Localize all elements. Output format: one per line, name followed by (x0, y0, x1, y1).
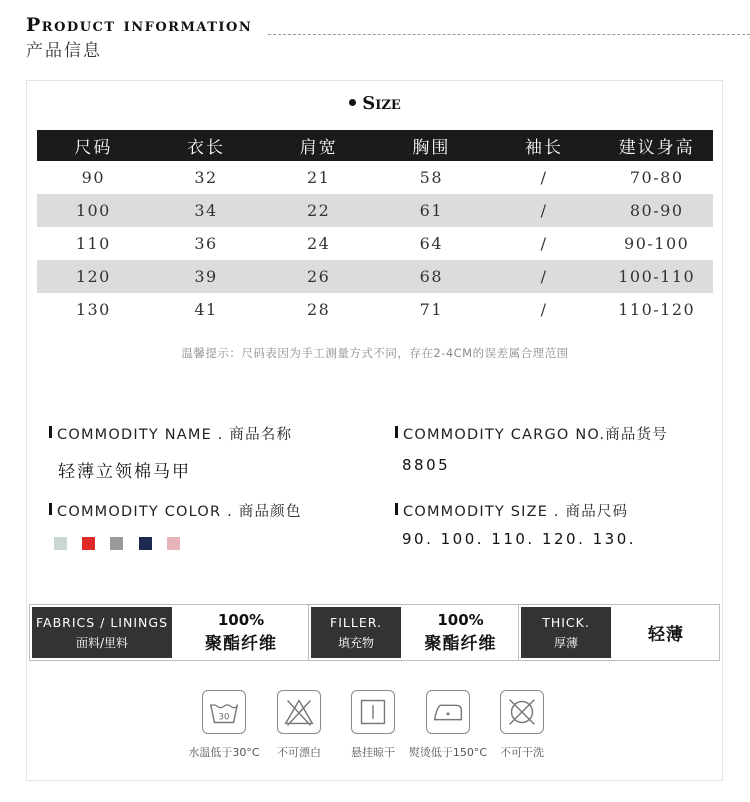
table-cell: 58 (419, 168, 444, 187)
table-cell: 21 (307, 168, 331, 187)
wash-30-icon (202, 690, 246, 734)
table-cell: 41 (194, 300, 218, 319)
no-bleach-icon (277, 690, 321, 734)
color-swatch (54, 537, 67, 550)
care-label: 熨烫低于150°C (408, 746, 488, 759)
table-row (37, 260, 713, 293)
section-title: Product information (26, 14, 253, 36)
commodity-size-label: COMMODITY SIZE . 商品尺码 (395, 500, 628, 521)
thick-value-cell (613, 605, 719, 660)
column-header: 胸围 (412, 138, 451, 158)
fabric-value-material: 聚酯纤维 (205, 634, 277, 654)
table-cell: 100-110 (618, 267, 696, 286)
table-cell: 120 (75, 267, 111, 286)
table-cell: / (540, 267, 548, 286)
thick-value: 轻薄 (648, 625, 684, 645)
table-cell: 26 (307, 267, 331, 286)
header-divider (268, 34, 750, 35)
column-header: 尺码 (74, 138, 113, 158)
thick-label-en: THICK. (542, 614, 590, 630)
table-cell: / (540, 168, 548, 187)
fabric-label-cell (30, 605, 174, 660)
table-cell: 34 (194, 201, 218, 220)
table-cell: 39 (194, 267, 218, 286)
filler-label-cn: 填充物 (337, 635, 374, 650)
column-header: 建议身高 (618, 138, 695, 158)
color-swatch (82, 537, 95, 550)
filler-value-percent: 100% (437, 611, 484, 629)
commodity-cargo-label: COMMODITY CARGO NO.商品货号 (395, 423, 668, 444)
table-cell: 68 (419, 267, 444, 286)
table-cell: 80-90 (629, 201, 684, 220)
size-title-text: Size (362, 93, 401, 114)
filler-value-cell (403, 605, 519, 660)
thick-label-cn: 厚薄 (553, 635, 578, 650)
column-header: 袖长 (525, 138, 564, 158)
column-header: 衣长 (187, 138, 225, 158)
table-row (37, 194, 713, 227)
column-header: 肩宽 (299, 138, 338, 158)
table-cell: 130 (75, 300, 111, 319)
care-label: 不可干洗 (500, 746, 544, 759)
table-cell: 36 (194, 234, 218, 253)
size-note: 温馨提示：尺码表因为手工测量方式不同，存在2-4CM的误差属合理范围 (181, 346, 569, 360)
table-cell: 64 (419, 234, 444, 253)
filler-value-material: 聚酯纤维 (424, 634, 497, 654)
commodity-color-label: COMMODITY COLOR . 商品颜色 (49, 500, 302, 521)
table-row (37, 161, 713, 194)
fabric-value-percent: 100% (217, 611, 265, 629)
size-table (37, 130, 713, 326)
table-row (37, 293, 713, 326)
table-cell: 22 (307, 201, 331, 220)
table-cell: 32 (194, 168, 218, 187)
filler-label-cell (309, 605, 403, 660)
section-subtitle: 产品信息 (26, 41, 102, 61)
table-cell: 110 (75, 234, 111, 253)
table-cell: 24 (307, 234, 331, 253)
table-cell: 61 (419, 201, 444, 220)
color-swatch (110, 537, 123, 550)
table-cell: 100 (75, 201, 111, 220)
table-cell: 90 (81, 168, 106, 187)
commodity-name-value: 轻薄立领棉马甲 (58, 462, 191, 482)
color-swatch (167, 537, 180, 550)
table-cell: 90-100 (624, 234, 690, 253)
wash-temp-text: 30 (218, 712, 230, 723)
care-label: 悬挂晾干 (351, 746, 395, 759)
fabric-label-en: FABRICS / LININGS (35, 614, 169, 630)
table-cell: 70-80 (629, 168, 684, 187)
color-swatch (139, 537, 152, 550)
hang-dry-icon (351, 690, 395, 734)
iron-low-icon (426, 690, 470, 734)
filler-label-en: FILLER. (330, 614, 382, 630)
table-cell: 71 (419, 300, 444, 319)
bullet-icon (349, 99, 356, 106)
size-title (0, 93, 750, 114)
commodity-size-value: 90. 100. 110. 120. 130. (402, 530, 637, 548)
no-dry-clean-icon (500, 690, 544, 734)
commodity-name-label: COMMODITY NAME . 商品名称 (49, 423, 292, 444)
table-cell: / (540, 201, 548, 220)
fabric-info-row (29, 604, 720, 661)
table-cell: / (540, 234, 548, 253)
table-cell: 110-120 (618, 300, 696, 319)
fabric-value-cell (174, 605, 309, 660)
commodity-cargo-value: 8805 (402, 456, 451, 474)
wash-30-graphic (203, 691, 245, 733)
thick-label-cell (519, 605, 613, 660)
care-label: 水温低于30°C (188, 746, 260, 759)
table-cell: 28 (307, 300, 331, 319)
table-cell: / (540, 300, 548, 319)
table-row (37, 227, 713, 260)
care-label: 不可漂白 (277, 746, 321, 759)
table-header-row (37, 130, 713, 161)
fabric-label-cn: 面料/里料 (75, 635, 129, 650)
